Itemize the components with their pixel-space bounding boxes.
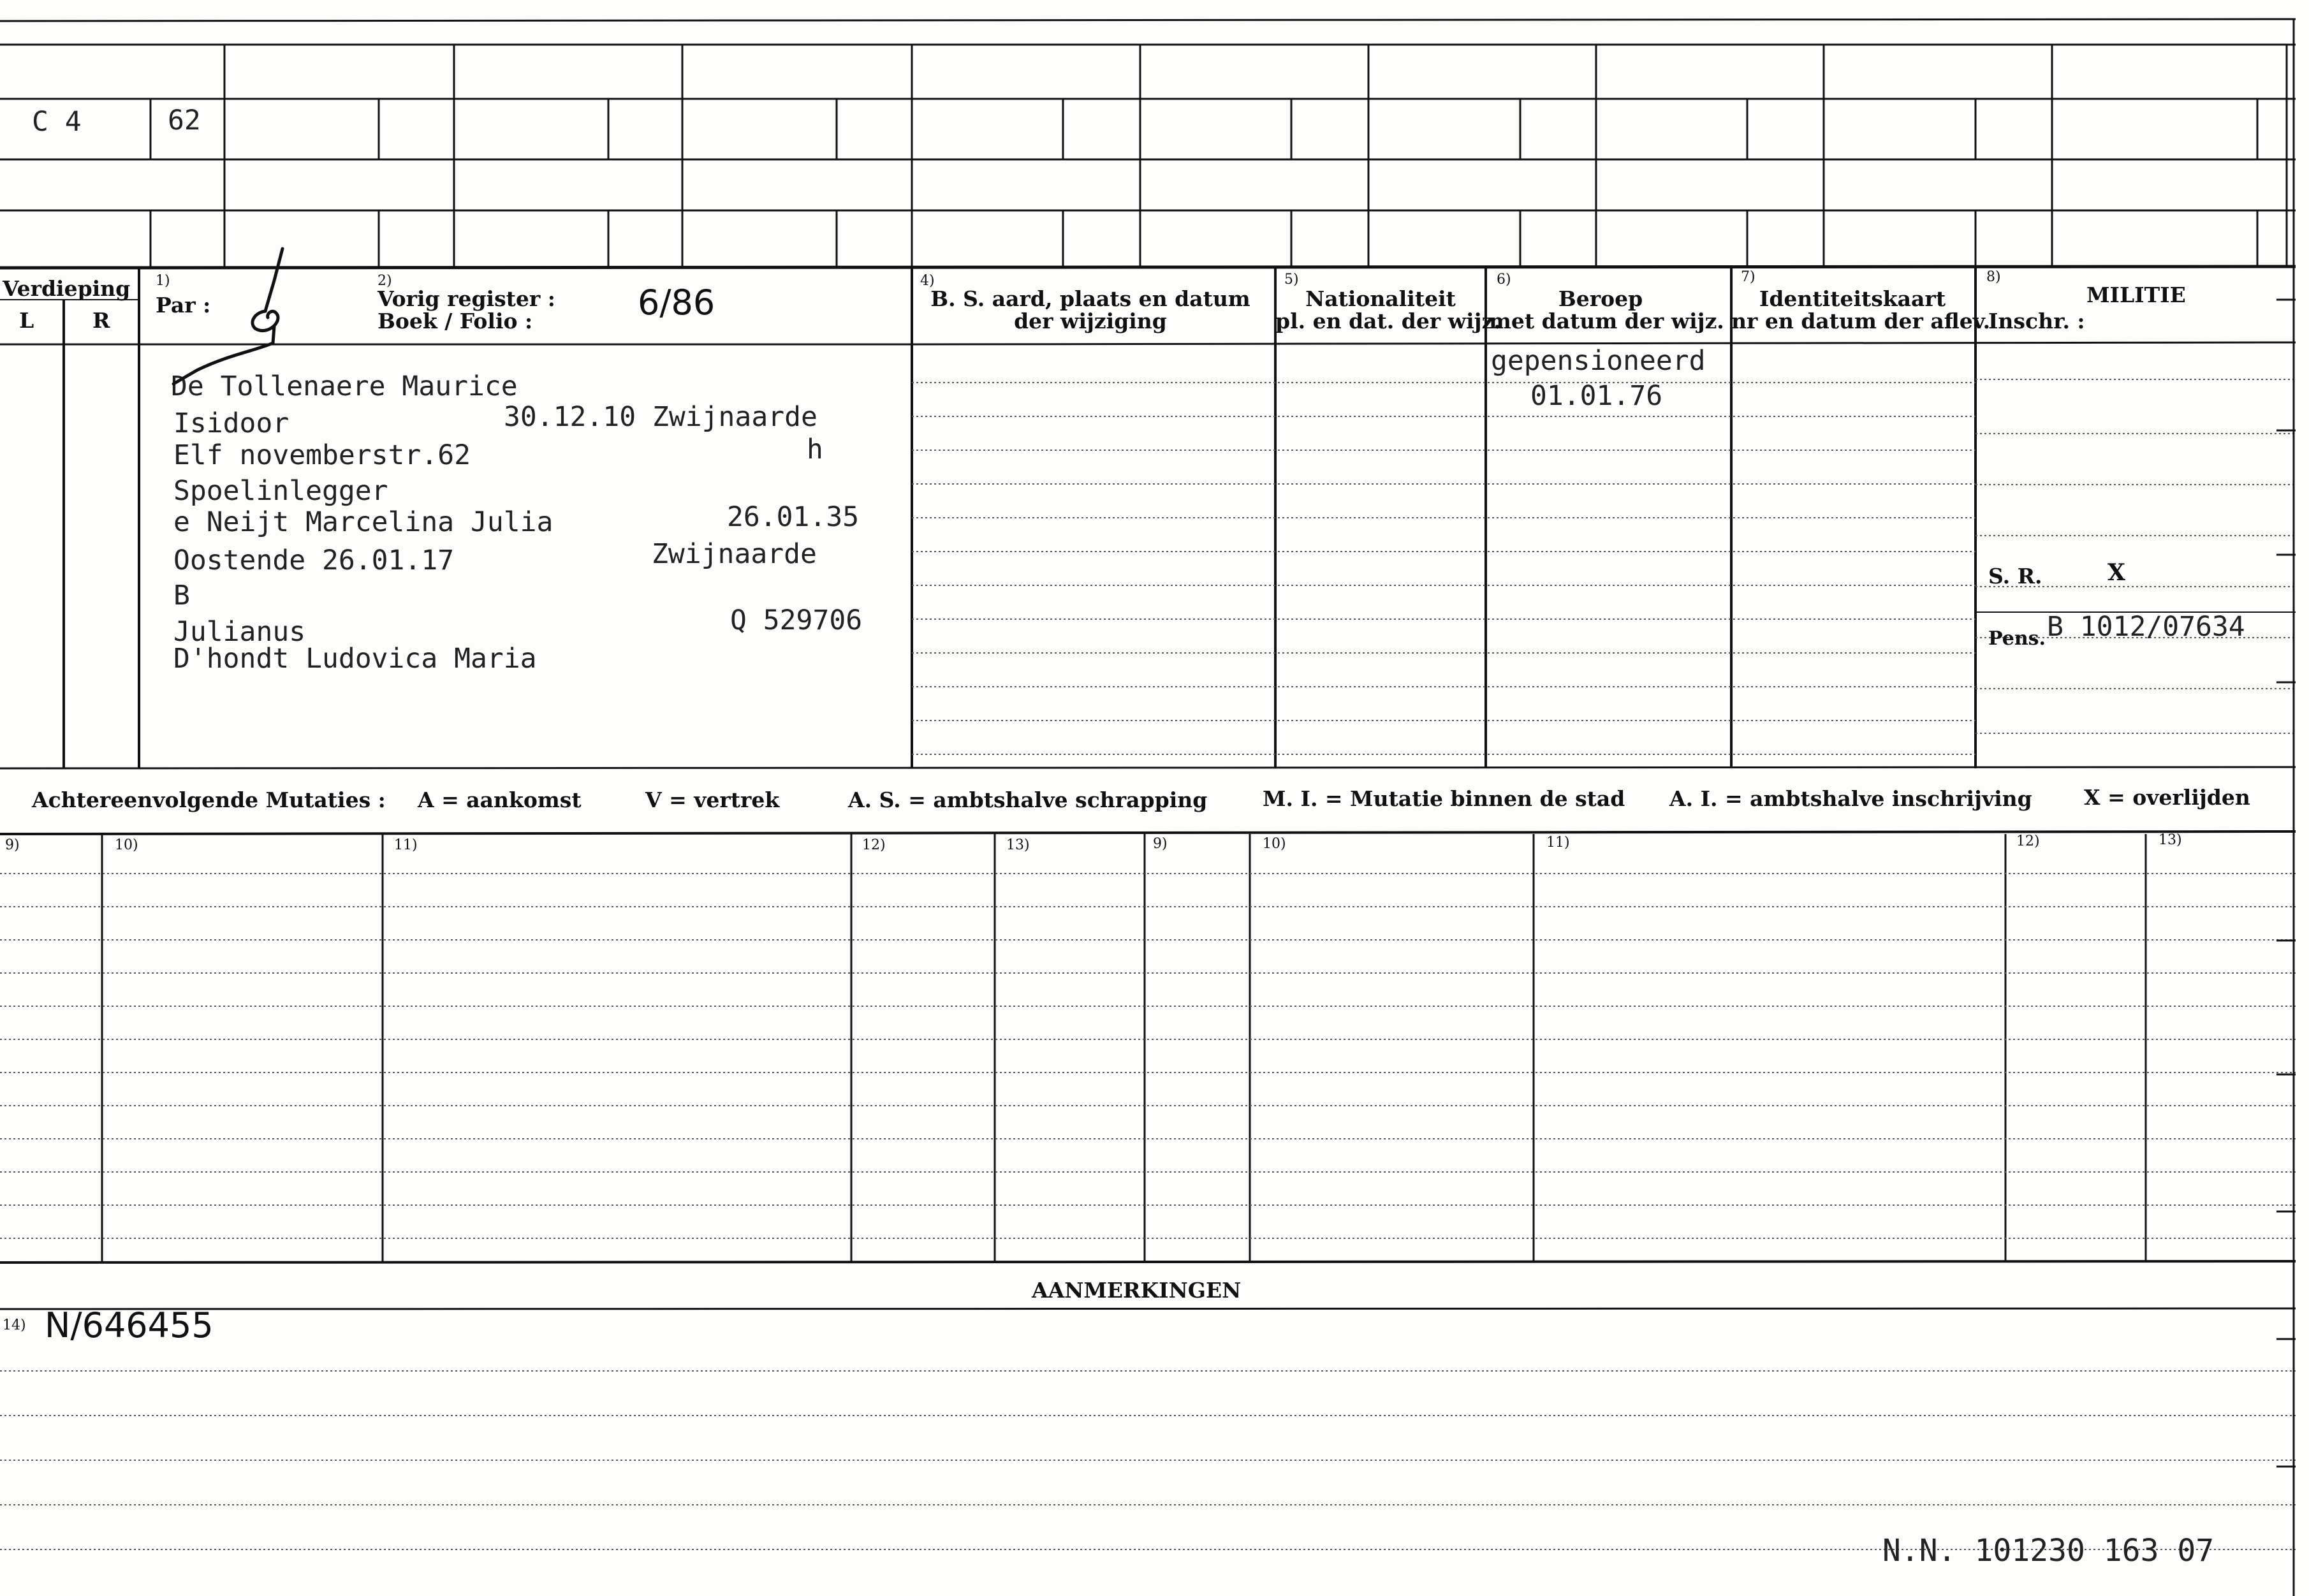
person-line-3: Elf novemberstr.62 <box>173 439 471 471</box>
verdieping-l: L <box>19 308 34 333</box>
col-4-number: 4) <box>920 273 935 289</box>
aanmerkingen-title: AANMERKINGEN <box>1032 1278 1242 1303</box>
id-number: Q 529706 <box>730 604 863 636</box>
mut-col-13a: 13) <box>1006 837 1030 853</box>
col-8-number: 8) <box>1986 269 2001 285</box>
boek-folio-label: Boek / Folio : <box>378 309 533 333</box>
marker-h: h <box>807 434 823 465</box>
legend-mi: M. I. = Mutatie binnen de stad <box>1263 786 1625 811</box>
birth-date-place: 30.12.10 Zwijnaarde <box>504 401 817 433</box>
beroep-label-1: Beroep <box>1558 286 1643 311</box>
identiteitskaart-label-2: nr en datum der aflev. <box>1731 309 1991 333</box>
identiteitskaart-label-1: Identiteitskaart <box>1759 286 1946 311</box>
top-edge <box>0 19 2296 21</box>
marriage-date: 26.01.35 <box>727 501 860 533</box>
mut-col-10a: 10) <box>115 837 138 853</box>
person-line-1: De Tollenaere Maurice <box>171 370 518 402</box>
mut-col-12b: 12) <box>2016 833 2040 849</box>
legend-ai: A. I. = ambtshalve inschrijving <box>1669 786 2032 811</box>
beroep-label-2: met datum der wijz. <box>1489 309 1724 333</box>
boek-folio-value: 6/86 <box>638 282 715 323</box>
col-6-number: 6) <box>1497 272 1511 288</box>
verdieping-r: R <box>92 308 110 333</box>
mutations-top <box>0 831 2296 834</box>
mutaties-title: Achtereenvolgende Mutaties : <box>32 787 386 812</box>
legend-a: A = aankomst <box>418 787 582 812</box>
mut-col-11a: 11) <box>394 837 418 853</box>
col-2-number: 2) <box>378 273 392 289</box>
par-label: Par : <box>156 293 211 318</box>
inschr-label: Inschr. : <box>1988 309 2085 333</box>
beroep-date: 01.01.76 <box>1530 380 1663 412</box>
person-line-4: Spoelinlegger <box>173 475 388 507</box>
beroep-value: gepensioneerd <box>1491 345 1706 377</box>
mut-col-12a: 12) <box>862 837 886 853</box>
grid-number: 62 <box>168 105 201 136</box>
main-bottom <box>0 767 2296 768</box>
place-2: Zwijnaarde <box>652 538 817 570</box>
person-line-2: Isidoor <box>173 407 290 439</box>
nationaliteit-label-2: pl. en dat. der wijz. <box>1275 309 1501 333</box>
legend-x: X = overlijden <box>2084 785 2250 810</box>
person-line-8: Julianus <box>173 616 306 648</box>
person-line-6: Oostende 26.01.17 <box>173 545 455 576</box>
header-top <box>0 267 2296 268</box>
verdieping-label: Verdieping <box>3 276 131 301</box>
person-line-7: B <box>173 580 190 611</box>
header-bottom-right <box>912 342 2296 344</box>
signature-mark <box>159 242 325 395</box>
mutations-bottom <box>0 1261 2296 1263</box>
pens-value: B 1012/07634 <box>2047 611 2245 643</box>
col-1-number: 1) <box>156 273 170 289</box>
bs-aard-label-2: der wijziging <box>1014 309 1167 333</box>
remarks-top <box>0 1308 2296 1309</box>
mut-col-9a: 9) <box>5 837 20 853</box>
mut-col-9b: 9) <box>1153 836 1168 852</box>
bs-aard-label-1: B. S. aard, plaats en datum <box>930 286 1250 311</box>
col-7-number: 7) <box>1741 269 1756 285</box>
vorig-register-label: Vorig register : <box>378 286 555 311</box>
militie-label: MILITIE <box>2086 282 2186 307</box>
person-line-9: D'hondt Ludovica Maria <box>173 643 537 675</box>
grid-code: C 4 <box>32 106 82 138</box>
mut-col-11b: 11) <box>1546 835 1570 851</box>
legend-as: A. S. = ambtshalve schrapping <box>848 787 1208 812</box>
remarks-col-number: 14) <box>3 1317 26 1333</box>
pens-label: Pens. <box>1988 627 2046 650</box>
mut-col-10b: 10) <box>1263 836 1286 852</box>
remarks-value: N/646455 <box>45 1305 214 1345</box>
sr-value: X <box>2107 559 2125 586</box>
legend-v: V = vertrek <box>645 787 780 812</box>
col-5-number: 5) <box>1284 272 1299 288</box>
person-line-5: e Neijt Marcelina Julia <box>173 506 553 538</box>
mut-col-13b: 13) <box>2159 832 2182 848</box>
sr-label: S. R. <box>1988 564 2042 589</box>
nationaliteit-label-1: Nationaliteit <box>1305 286 1456 311</box>
national-number: N.N. 101230 163 07 <box>1882 1533 2215 1569</box>
